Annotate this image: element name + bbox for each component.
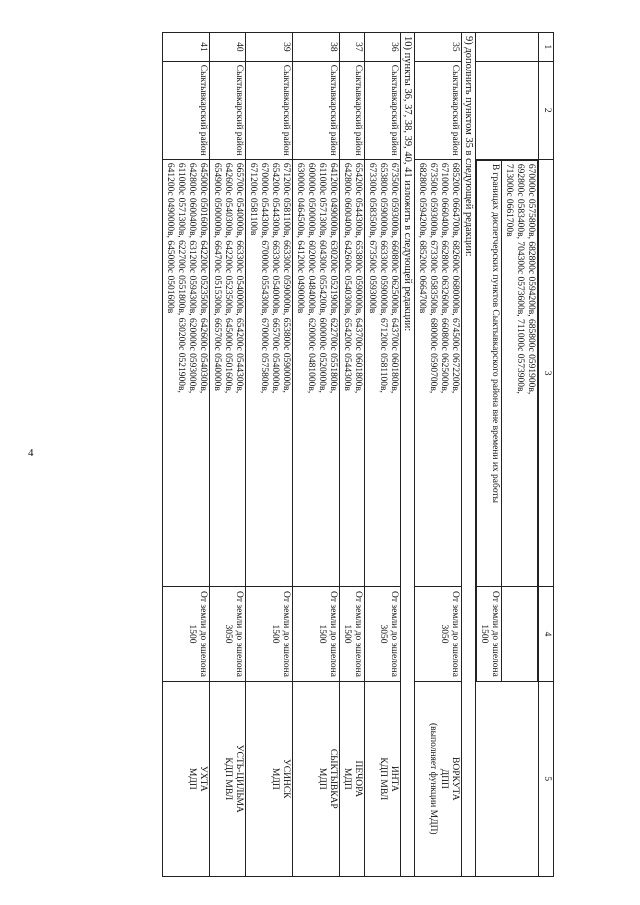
row-district: Сыктывкарский район bbox=[340, 61, 365, 159]
top-altitude: От земли до эшелона 1500 bbox=[477, 587, 502, 681]
row-coords: 673500с 0593000в, 660800с 0625000в, 643700с 0601800в, 653800с 0590000в, 663300с 0590000в, 671200с 0581100в, 673300с 0583500в, 673500с 0593000в bbox=[365, 159, 401, 587]
row-altitude: От земли до эшелона 3050 bbox=[415, 587, 462, 681]
row-altitude: От земли до эшелона 3050 bbox=[210, 587, 246, 681]
section-9-heading: 9) дополнить пунктом 35 в следующей редакции: bbox=[462, 33, 476, 877]
row-district: Сыктывкарский район bbox=[210, 61, 246, 159]
table-row bbox=[246, 33, 293, 877]
top-note: В границах диспетчерских пунктов Сыктывкарского района вне времени их работы bbox=[477, 160, 502, 586]
row-number: 35 bbox=[415, 33, 462, 62]
top-empty bbox=[502, 587, 538, 681]
row-district: Сыктывкарский район bbox=[163, 61, 210, 159]
row-number: 36 bbox=[365, 33, 401, 62]
row-coords: 654200с 0544300в, 653800с 0590000в, 643700с 0601800в, 642800с 0600400в, 642600с 0540300в, 654200с 0544300в bbox=[340, 159, 365, 587]
document-body bbox=[162, 32, 554, 877]
row-coords: 641200с 0490000в, 630200с 0521900в, 622700с 0551800в, 611000с 0571300в, 604300с 0554200в, 600000с 0520000в, 600000с 0500000в, 602000с 0484000в, 620000с 0481000в, 630000с 0464500в, 641200с 0490000в bbox=[293, 159, 340, 587]
table-row bbox=[163, 33, 210, 877]
row-number: 38 bbox=[293, 33, 340, 62]
row-unit: ПЕЧОРА МДП bbox=[340, 681, 365, 876]
header-col-3: 3 bbox=[539, 159, 554, 587]
row-altitude: От земли до эшелона 1500 bbox=[293, 587, 340, 681]
page-number: 4 bbox=[28, 447, 34, 459]
row-altitude: От земли до эшелона 1500 bbox=[163, 587, 210, 681]
row-district: Сыктывкарский район bbox=[293, 61, 340, 159]
top-sub-table bbox=[476, 160, 538, 681]
row-unit: УХТА МДП bbox=[163, 681, 210, 876]
row-coords: 665700с 0540000в, 663300с 0540000в, 654200с 0544300в, 642600с 0540300в, 642200с 0523500в, 645000с 0501600в, 654900с 0500000в, 664700с 0515300в, 665700с 0540000в bbox=[210, 159, 246, 587]
row-unit: СЫКТЫВКАР МДП bbox=[293, 681, 340, 876]
section-9-row bbox=[462, 33, 476, 877]
row-coords: 685200с 0664700в, 682600с 0680000в, 674500с 0672200в, 671000с 0660400в, 662800с 0632600в, 660800с 0625000в, 673500с 0593000в, 673300с 0583500в, 680000с 0590700в, 682800с 0594200в, 685200с 0664700в bbox=[415, 159, 462, 587]
row-altitude: От земли до эшелона 3050 bbox=[365, 587, 401, 681]
header-row bbox=[539, 33, 554, 877]
row-unit: УСТЬ-ЦИЛЬМА КДП МВЛ bbox=[210, 681, 246, 876]
top-district-cell bbox=[476, 61, 539, 159]
row-unit: ВОРКУТА ДПП (выполняет функции МДП) bbox=[415, 681, 462, 876]
row-unit: ИНТА КДП МВЛ bbox=[365, 681, 401, 876]
table-row bbox=[210, 33, 246, 877]
row-coords: 645000с 0501600в, 642200с 0523500в, 642600с 0540300в, 642800с 0600400в, 631200с 0594300в, 620000с 0593000в, 611000с 0571300в, 622700с 0551800в, 630200с 0521900в, 641200с 0490000в, 645000с 0501600в bbox=[163, 159, 210, 587]
table-row bbox=[340, 33, 365, 877]
row-altitude: От земли до эшелона 1500 bbox=[246, 587, 293, 681]
airspace-table bbox=[162, 32, 554, 877]
row-number: 40 bbox=[210, 33, 246, 62]
top-row bbox=[476, 33, 539, 877]
row-number: 37 bbox=[340, 33, 365, 62]
row-district: Сыктывкарский район bbox=[365, 61, 401, 159]
section-10-row bbox=[401, 33, 415, 877]
row-district: Сыктывкарский район bbox=[415, 61, 462, 159]
header-col-5: 5 bbox=[539, 681, 554, 876]
row-district: Сыктывкарский район bbox=[246, 61, 293, 159]
row-number: 39 bbox=[246, 33, 293, 62]
table-row bbox=[415, 33, 462, 877]
section-10-heading: 10) пункты 36, 37, 38, 39, 40, 41 изложить в следующей редакции: bbox=[401, 33, 415, 877]
header-col-2: 2 bbox=[539, 61, 554, 159]
header-col-1: 1 bbox=[539, 33, 554, 62]
top-coords: 670000с 0575800в, 682800с 0594200в, 685800с 0591900в, 692800с 0583400в, 704300с 0573600в, 711000с 0573900в, 713000с 0661700в bbox=[502, 160, 538, 586]
table-row bbox=[365, 33, 401, 877]
row-altitude: От земли до эшелона 1500 bbox=[340, 587, 365, 681]
row-unit: УСИНСК МДП bbox=[246, 681, 293, 876]
top-merged-cell bbox=[476, 159, 539, 681]
header-col-4: 4 bbox=[539, 587, 554, 681]
table-row bbox=[293, 33, 340, 877]
row-number: 41 bbox=[163, 33, 210, 62]
top-unit-cell bbox=[476, 681, 539, 876]
top-num-cell bbox=[476, 33, 539, 62]
row-coords: 671200с 0581100в, 663300с 0590000в, 653800с 0590000в, 654200с 0544300в, 663300с 0540000в, 665700с 0540000в, 670000с 0544300в, 670000с 0554300в, 670000с 0575800в, 671200с 0581100в bbox=[246, 159, 293, 587]
